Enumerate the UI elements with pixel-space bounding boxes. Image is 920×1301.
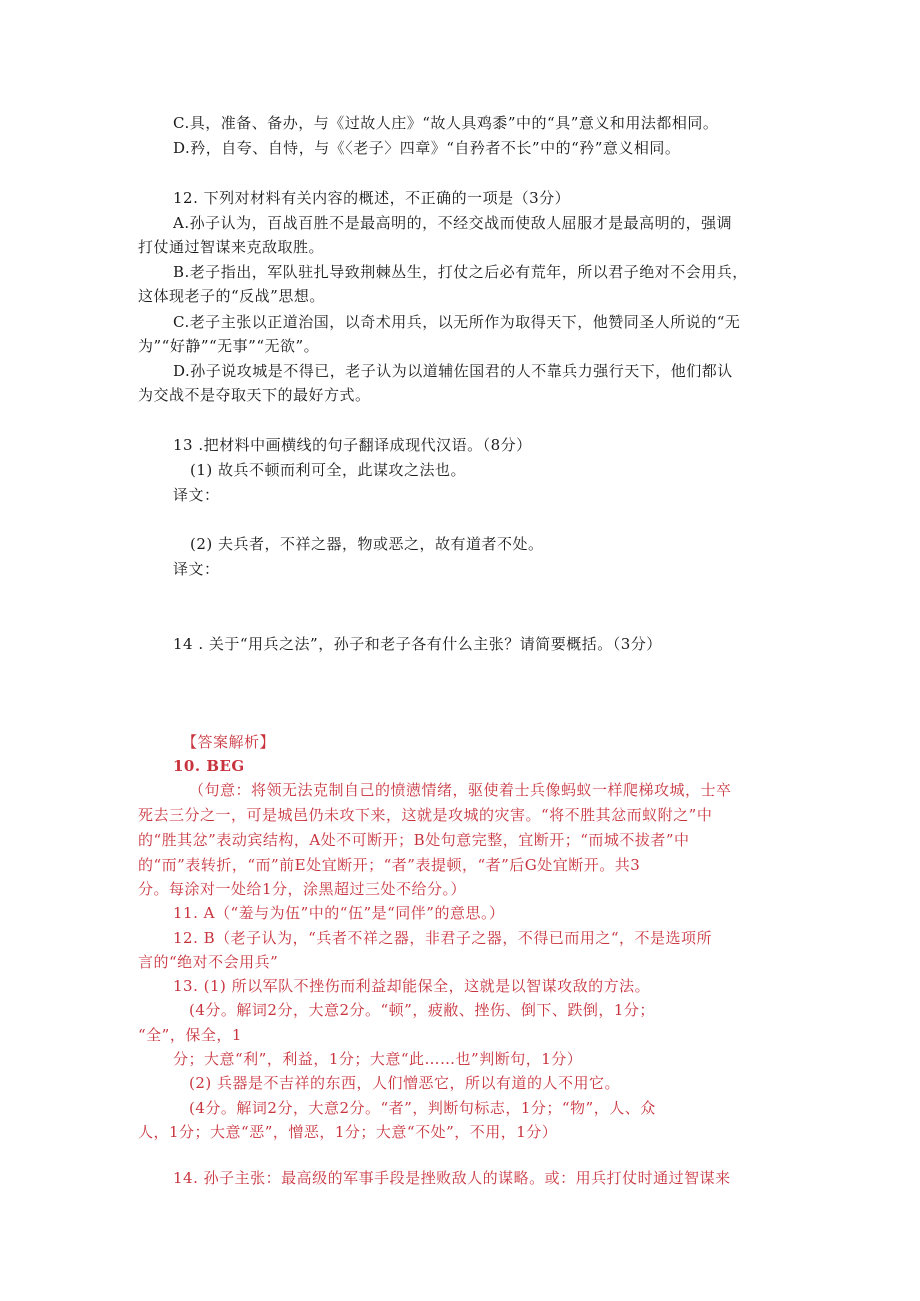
q13-sentence-1: (1) 故兵不顿而利可全，此谋攻之法也。: [190, 461, 467, 479]
answer-13-2: (2) 兵器是不吉祥的东西，人们憎恶它，所以有道的人不用它。: [189, 1074, 621, 1092]
q13-sentence-2: (2) 夫兵者，不祥之器，物或恶之，故有道者不处。: [190, 535, 544, 553]
q11-option-c: C.具，准备、备办，与《过故人庄》“故人具鸡黍”中的“具”意义和用法都相同。: [173, 114, 719, 132]
answer-10-explain-1: （句意：将领无法克制自己的愤懑情绪，驱使着士兵像蚂蚁一样爬梯攻城，士卒: [189, 781, 732, 799]
answer-10-explain-3: 的“胜其忿”表动宾结构，A处不可断开；B处句意完整，宜断开；“而城不拔者”中: [138, 831, 690, 849]
answer-13-2-scoring: (4分。解词2分，大意2分。“者”，判断句标志，1分；“物”，人、众: [189, 1099, 656, 1117]
answer-heading: 【答案解析】: [182, 733, 276, 751]
q14-stem: 14 . 关于“用兵之法”，孙子和老子各有什么主张？请简要概括。（3分）: [173, 635, 662, 653]
q12-option-d-cont: 为交战不是夺取天下的最好方式。: [138, 386, 371, 404]
q12-stem: 12. 下列对材料有关内容的概述，不正确的一项是（3分）: [173, 189, 571, 207]
answer-14: 14. 孙子主张：最高级的军事手段是挫败敌人的谋略。或：用兵打仗时通过智谋来: [173, 1169, 731, 1187]
q12-option-b: B.老子指出，军队驻扎导致荆棘丛生，打仗之后必有荒年，所以君子绝对不会用兵，: [173, 263, 748, 281]
q12-option-a-cont: 打仗通过智谋来克敌取胜。: [138, 238, 325, 256]
q12-option-d: D.孙子说攻城是不得已，老子认为以道辅佐国君的人不靠兵力强行天下，他们都认: [173, 362, 733, 380]
q12-option-a: A.孙子认为，百战百胜不是最高明的，不经交战而使敌人屈服才是最高明的，强调: [173, 214, 733, 232]
answer-13-1: 13. (1) 所以军队不挫伤而利益却能保全，这就是以智谋攻敌的方法。: [173, 977, 651, 995]
answer-13-1-scoring-cont-2: 分；大意“利”，利益，1分；大意“此……也”判断句，1分）: [173, 1050, 583, 1068]
answer-13-1-scoring-cont: “全”，保全，1: [138, 1026, 242, 1044]
answer-12-cont: 言的“绝对不会用兵”: [138, 953, 279, 971]
q12-option-b-cont: 这体现老子的“反战”思想。: [138, 287, 325, 305]
answer-10-explain-2: 死去三分之一，可是城邑仍未攻下来，这就是攻城的灾害。“将不胜其忿而蚁附之”中: [138, 806, 713, 824]
answer-10-explain-4: 的“而”表转折，“而”前E处宜断开；“者”表提顿，“者”后G处宜断开。共3: [138, 856, 641, 874]
q13-stem: 13 .把材料中画横线的句子翻译成现代汉语。（8分）: [173, 436, 532, 454]
q13-translation-label-1: 译文：: [173, 486, 220, 504]
answer-11: 11. A（“羞与为伍”中的“伍”是“同伴”的意思。）: [173, 904, 505, 922]
answer-13-2-scoring-cont: 人，1分；大意“恶”，憎恶，1分；大意“不处”，不用，1分）: [138, 1123, 558, 1141]
answer-12: 12. B（老子认为，“兵者不祥之器，非君子之器，不得已而用之“，不是选项所: [173, 929, 712, 947]
q11-option-d: D.矜，自夸、自恃，与《〈老子〉四章》“自矜者不长”中的“矜”意义相同。: [173, 139, 681, 157]
answer-10: 10. BEG: [173, 757, 245, 775]
q12-option-c-cont: 为”“好静”“无事”“无欲”。: [138, 337, 320, 355]
q12-option-c: C.老子主张以正道治国，以奇术用兵，以无所作为取得天下，他赞同圣人所说的“无: [173, 313, 741, 331]
answer-13-1-scoring: (4分。解词2分，大意2分。“顿”，疲敝、挫伤、倒下、跌倒，1分；: [189, 1001, 655, 1019]
q13-translation-label-2: 译文：: [173, 560, 220, 578]
answer-10-explain-5: 分。每涂对一处给1分，涂黑超过三处不给分。）: [138, 880, 467, 898]
